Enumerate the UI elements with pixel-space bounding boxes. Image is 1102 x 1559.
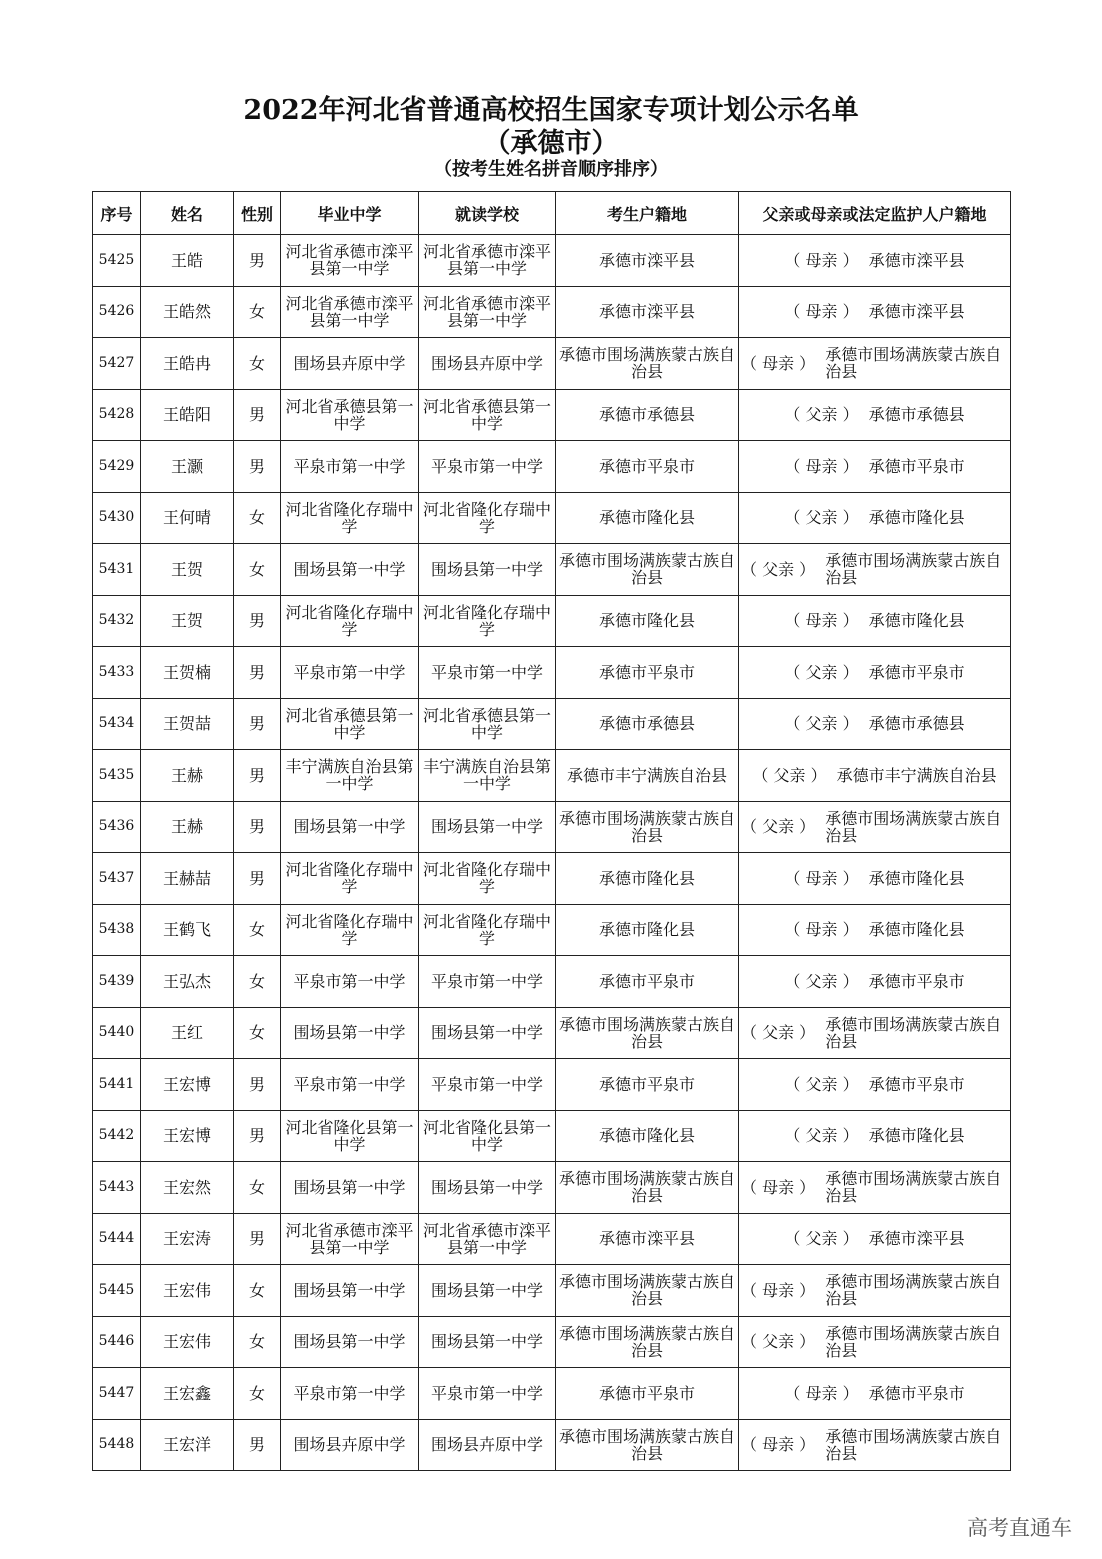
name-cell: 王鹤飞 — [141, 904, 234, 956]
parent-relation-label: （ 母亲 ） — [741, 1280, 816, 1300]
parent-hukou-cell — [739, 286, 1011, 338]
study-school-cell: 平泉市第一中学 — [419, 956, 556, 1008]
study-school-cell: 河北省承德市滦平县第一中学 — [419, 235, 556, 287]
name-cell: 王皓冉 — [141, 338, 234, 390]
parent-relation-label: （ 母亲 ） — [784, 302, 859, 322]
parent-relation-label: （ 母亲 ） — [784, 611, 859, 631]
seq-cell: 5442 — [93, 1110, 141, 1162]
col-header-name: 姓名 — [141, 192, 234, 235]
grad-school-cell: 河北省隆化存瑞中学 — [281, 492, 419, 544]
parent-hukou-cell — [739, 338, 1011, 390]
hukou-cell: 承德市平泉市 — [556, 956, 739, 1008]
gender-cell: 男 — [234, 698, 281, 750]
parent-address: 承德市丰宁满族自治县 — [836, 765, 997, 785]
parent-address: 承德市平泉市 — [868, 971, 965, 991]
gender-cell: 女 — [234, 286, 281, 338]
study-school-cell: 围场县第一中学 — [419, 801, 556, 853]
gender-cell: 女 — [234, 1368, 281, 1420]
study-school-cell: 平泉市第一中学 — [419, 1368, 556, 1420]
parent-hukou-cell — [739, 1162, 1011, 1214]
study-school-cell: 河北省隆化存瑞中学 — [419, 853, 556, 905]
table-row — [93, 338, 1011, 390]
parent-relation-label: （ 父亲 ） — [741, 559, 816, 579]
name-cell: 王赫 — [141, 750, 234, 802]
name-cell: 王宏博 — [141, 1059, 234, 1111]
parent-relation-label: （ 父亲 ） — [784, 1229, 859, 1249]
hukou-cell: 承德市滦平县 — [556, 1213, 739, 1265]
study-school-cell: 围场县卉原中学 — [419, 1419, 556, 1471]
parent-address: 承德市平泉市 — [868, 1383, 965, 1403]
parent-relation-label: （ 父亲 ） — [784, 405, 859, 425]
hukou-cell: 承德市丰宁满族自治县 — [556, 750, 739, 802]
parent-relation-label: （ 父亲 ） — [752, 765, 827, 785]
name-cell: 王弘杰 — [141, 956, 234, 1008]
seq-cell: 5440 — [93, 1007, 141, 1059]
col-header-hukou: 考生户籍地 — [556, 192, 739, 235]
study-school-cell: 丰宁满族自治县第一中学 — [419, 750, 556, 802]
name-cell: 王皓阳 — [141, 389, 234, 441]
hukou-cell: 承德市围场满族蒙古族自治县 — [556, 544, 739, 596]
seq-cell: 5436 — [93, 801, 141, 853]
gender-cell: 男 — [234, 1110, 281, 1162]
parent-hukou-cell — [739, 904, 1011, 956]
hukou-cell: 承德市隆化县 — [556, 904, 739, 956]
study-school-cell: 河北省承德县第一中学 — [419, 389, 556, 441]
grad-school-cell: 河北省承德市滦平县第一中学 — [281, 235, 419, 287]
table-row — [93, 1213, 1011, 1265]
seq-cell: 5445 — [93, 1265, 141, 1317]
gender-cell: 女 — [234, 1265, 281, 1317]
parent-hukou-cell — [739, 235, 1011, 287]
grad-school-cell: 围场县第一中学 — [281, 1265, 419, 1317]
parent-relation-label: （ 父亲 ） — [741, 1023, 816, 1043]
table-row — [93, 492, 1011, 544]
parent-relation-label: （ 父亲 ） — [741, 817, 816, 837]
name-cell: 王贺楠 — [141, 647, 234, 699]
table-row — [93, 1316, 1011, 1368]
study-school-cell: 河北省隆化存瑞中学 — [419, 492, 556, 544]
gender-cell: 女 — [234, 1162, 281, 1214]
parent-hukou-cell — [739, 801, 1011, 853]
seq-cell: 5426 — [93, 286, 141, 338]
parent-address: 承德市承德县 — [868, 405, 965, 425]
hukou-cell: 承德市滦平县 — [556, 286, 739, 338]
study-school-cell: 平泉市第一中学 — [419, 1059, 556, 1111]
parent-relation-label: （ 母亲 ） — [784, 920, 859, 940]
seq-cell: 5437 — [93, 853, 141, 905]
seq-cell: 5448 — [93, 1419, 141, 1471]
name-cell: 王何晴 — [141, 492, 234, 544]
hukou-cell: 承德市围场满族蒙古族自治县 — [556, 338, 739, 390]
name-cell: 王灏 — [141, 441, 234, 493]
study-school-cell: 围场县第一中学 — [419, 1007, 556, 1059]
parent-address: 承德市围场满族蒙古族自治县 — [825, 1169, 1002, 1206]
parent-relation-label: （ 父亲 ） — [741, 1332, 816, 1352]
study-school-cell: 围场县第一中学 — [419, 1162, 556, 1214]
name-cell: 王宏涛 — [141, 1213, 234, 1265]
parent-hukou-cell — [739, 1110, 1011, 1162]
parent-hukou-cell — [739, 956, 1011, 1008]
seq-cell: 5425 — [93, 235, 141, 287]
parent-address: 承德市平泉市 — [868, 662, 965, 682]
name-cell: 王贺 — [141, 595, 234, 647]
parent-relation-label: （ 父亲 ） — [784, 714, 859, 734]
seq-cell: 5433 — [93, 647, 141, 699]
hukou-cell: 承德市平泉市 — [556, 1368, 739, 1420]
parent-relation-label: （ 父亲 ） — [784, 508, 859, 528]
parent-relation-label: （ 父亲 ） — [784, 971, 859, 991]
parent-relation-label: （ 母亲 ） — [784, 1383, 859, 1403]
gender-cell: 女 — [234, 1007, 281, 1059]
table-header-row — [93, 192, 1011, 235]
gender-cell: 男 — [234, 853, 281, 905]
study-school-cell: 围场县第一中学 — [419, 544, 556, 596]
name-cell: 王贺喆 — [141, 698, 234, 750]
gender-cell: 男 — [234, 235, 281, 287]
grad-school-cell: 平泉市第一中学 — [281, 1059, 419, 1111]
hukou-cell: 承德市平泉市 — [556, 647, 739, 699]
hukou-cell: 承德市围场满族蒙古族自治县 — [556, 1419, 739, 1471]
parent-address: 承德市平泉市 — [868, 1074, 965, 1094]
gender-cell: 男 — [234, 1419, 281, 1471]
table-row — [93, 698, 1011, 750]
seq-cell: 5429 — [93, 441, 141, 493]
parent-relation-label: （ 母亲 ） — [784, 868, 859, 888]
gender-cell: 男 — [234, 1059, 281, 1111]
parent-relation-label: （ 父亲 ） — [784, 1074, 859, 1094]
parent-address: 承德市围场满族蒙古族自治县 — [825, 345, 1002, 382]
name-cell: 王贺 — [141, 544, 234, 596]
parent-hukou-cell — [739, 1316, 1011, 1368]
table-row — [93, 1007, 1011, 1059]
table-row — [93, 286, 1011, 338]
name-cell: 王皓然 — [141, 286, 234, 338]
table-row — [93, 647, 1011, 699]
name-cell: 王宏然 — [141, 1162, 234, 1214]
name-cell: 王宏博 — [141, 1110, 234, 1162]
seq-cell: 5428 — [93, 389, 141, 441]
hukou-cell: 承德市隆化县 — [556, 595, 739, 647]
hukou-cell: 承德市围场满族蒙古族自治县 — [556, 801, 739, 853]
col-header-gender: 性别 — [234, 192, 281, 235]
col-header-parent-hukou: 父亲或母亲或法定监护人户籍地 — [739, 192, 1011, 235]
parent-address: 承德市承德县 — [868, 714, 965, 734]
seq-cell: 5434 — [93, 698, 141, 750]
city-subtitle: （承德市） — [483, 128, 619, 159]
study-school-cell: 围场县第一中学 — [419, 1265, 556, 1317]
grad-school-cell: 平泉市第一中学 — [281, 441, 419, 493]
parent-relation-label: （ 父亲 ） — [784, 1126, 859, 1146]
parent-address: 承德市隆化县 — [868, 868, 965, 888]
hukou-cell: 承德市围场满族蒙古族自治县 — [556, 1007, 739, 1059]
grad-school-cell: 围场县第一中学 — [281, 1316, 419, 1368]
grad-school-cell: 围场县卉原中学 — [281, 1419, 419, 1471]
gender-cell: 男 — [234, 1213, 281, 1265]
seq-cell: 5444 — [93, 1213, 141, 1265]
study-school-cell: 河北省承德市滦平县第一中学 — [419, 1213, 556, 1265]
grad-school-cell: 围场县第一中学 — [281, 801, 419, 853]
parent-hukou-cell — [739, 1419, 1011, 1471]
table-row — [93, 235, 1011, 287]
hukou-cell: 承德市承德县 — [556, 698, 739, 750]
seq-cell: 5427 — [93, 338, 141, 390]
parent-address: 承德市围场满族蒙古族自治县 — [825, 1014, 1002, 1051]
gender-cell: 男 — [234, 389, 281, 441]
seq-cell: 5432 — [93, 595, 141, 647]
parent-hukou-cell — [739, 1007, 1011, 1059]
parent-address: 承德市平泉市 — [868, 456, 965, 476]
parent-address: 承德市围场满族蒙古族自治县 — [825, 808, 1002, 845]
hukou-cell: 承德市平泉市 — [556, 1059, 739, 1111]
grad-school-cell: 河北省承德县第一中学 — [281, 698, 419, 750]
parent-hukou-cell — [739, 595, 1011, 647]
grad-school-cell: 围场县第一中学 — [281, 1162, 419, 1214]
parent-relation-label: （ 母亲 ） — [741, 1177, 816, 1197]
study-school-cell: 河北省隆化存瑞中学 — [419, 904, 556, 956]
parent-hukou-cell — [739, 441, 1011, 493]
gender-cell: 女 — [234, 492, 281, 544]
grad-school-cell: 围场县第一中学 — [281, 1007, 419, 1059]
hukou-cell: 承德市围场满族蒙古族自治县 — [556, 1316, 739, 1368]
name-cell: 王皓 — [141, 235, 234, 287]
parent-address: 承德市滦平县 — [868, 1229, 965, 1249]
grad-school-cell: 围场县卉原中学 — [281, 338, 419, 390]
parent-relation-label: （ 父亲 ） — [784, 662, 859, 682]
study-school-cell: 平泉市第一中学 — [419, 647, 556, 699]
table-row — [93, 853, 1011, 905]
grad-school-cell: 河北省隆化存瑞中学 — [281, 595, 419, 647]
name-cell: 王宏伟 — [141, 1265, 234, 1317]
gender-cell: 男 — [234, 750, 281, 802]
document-title: 2022年河北省普通高校招生国家专项计划公示名单 — [243, 95, 859, 126]
grad-school-cell: 平泉市第一中学 — [281, 647, 419, 699]
parent-hukou-cell — [739, 647, 1011, 699]
parent-relation-label: （ 母亲 ） — [784, 250, 859, 270]
table-row — [93, 904, 1011, 956]
grad-school-cell: 河北省隆化存瑞中学 — [281, 904, 419, 956]
hukou-cell: 承德市承德县 — [556, 389, 739, 441]
parent-hukou-cell — [739, 853, 1011, 905]
gender-cell: 男 — [234, 801, 281, 853]
gender-cell: 女 — [234, 956, 281, 1008]
grad-school-cell: 平泉市第一中学 — [281, 1368, 419, 1420]
study-school-cell: 河北省隆化存瑞中学 — [419, 595, 556, 647]
hukou-cell: 承德市隆化县 — [556, 1110, 739, 1162]
gender-cell: 男 — [234, 441, 281, 493]
parent-relation-label: （ 母亲 ） — [784, 456, 859, 476]
grad-school-cell: 河北省承德市滦平县第一中学 — [281, 286, 419, 338]
table-row — [93, 544, 1011, 596]
name-cell: 王红 — [141, 1007, 234, 1059]
hukou-cell: 承德市隆化县 — [556, 492, 739, 544]
sort-note: （按考生姓名拼音顺序排序） — [434, 159, 668, 180]
table-row — [93, 1059, 1011, 1111]
table-row — [93, 389, 1011, 441]
parent-hukou-cell — [739, 1368, 1011, 1420]
watermark: 高考直通车 — [967, 1516, 1072, 1540]
grad-school-cell: 河北省隆化县第一中学 — [281, 1110, 419, 1162]
name-cell: 王宏伟 — [141, 1316, 234, 1368]
parent-address: 承德市滦平县 — [868, 250, 965, 270]
table-row — [93, 1368, 1011, 1420]
seq-cell: 5446 — [93, 1316, 141, 1368]
table-row — [93, 801, 1011, 853]
hukou-cell: 承德市隆化县 — [556, 853, 739, 905]
seq-cell: 5431 — [93, 544, 141, 596]
parent-address: 承德市隆化县 — [868, 508, 965, 528]
parent-hukou-cell — [739, 544, 1011, 596]
parent-address: 承德市滦平县 — [868, 302, 965, 322]
gender-cell: 女 — [234, 338, 281, 390]
table-row — [93, 1419, 1011, 1471]
grad-school-cell: 河北省承德市滦平县第一中学 — [281, 1213, 419, 1265]
study-school-cell: 河北省承德县第一中学 — [419, 698, 556, 750]
study-school-cell: 围场县第一中学 — [419, 1316, 556, 1368]
gender-cell: 女 — [234, 904, 281, 956]
seq-cell: 5435 — [93, 750, 141, 802]
col-header-seq: 序号 — [93, 192, 141, 235]
parent-hukou-cell — [739, 1059, 1011, 1111]
gender-cell: 男 — [234, 595, 281, 647]
table-row — [93, 956, 1011, 1008]
name-cell: 王赫喆 — [141, 853, 234, 905]
grad-school-cell: 平泉市第一中学 — [281, 956, 419, 1008]
seq-cell: 5441 — [93, 1059, 141, 1111]
parent-address: 承德市围场满族蒙古族自治县 — [825, 1323, 1002, 1360]
study-school-cell: 河北省隆化县第一中学 — [419, 1110, 556, 1162]
study-school-cell: 平泉市第一中学 — [419, 441, 556, 493]
parent-hukou-cell — [739, 389, 1011, 441]
study-school-cell: 河北省承德市滦平县第一中学 — [419, 286, 556, 338]
name-cell: 王宏洋 — [141, 1419, 234, 1471]
table-row — [93, 441, 1011, 493]
grad-school-cell: 河北省承德县第一中学 — [281, 389, 419, 441]
grad-school-cell: 丰宁满族自治县第一中学 — [281, 750, 419, 802]
hukou-cell: 承德市滦平县 — [556, 235, 739, 287]
hukou-cell: 承德市平泉市 — [556, 441, 739, 493]
parent-hukou-cell — [739, 1213, 1011, 1265]
table-row — [93, 1110, 1011, 1162]
parent-address: 承德市隆化县 — [868, 920, 965, 940]
student-list-table — [92, 191, 1011, 1471]
seq-cell: 5439 — [93, 956, 141, 1008]
parent-address: 承德市围场满族蒙古族自治县 — [825, 1272, 1002, 1309]
parent-relation-label: （ 母亲 ） — [741, 353, 816, 373]
parent-hukou-cell — [739, 1265, 1011, 1317]
hukou-cell: 承德市围场满族蒙古族自治县 — [556, 1162, 739, 1214]
name-cell: 王赫 — [141, 801, 234, 853]
name-cell: 王宏鑫 — [141, 1368, 234, 1420]
gender-cell: 女 — [234, 544, 281, 596]
seq-cell: 5447 — [93, 1368, 141, 1420]
table-row — [93, 595, 1011, 647]
grad-school-cell: 河北省隆化存瑞中学 — [281, 853, 419, 905]
gender-cell: 女 — [234, 1316, 281, 1368]
seq-cell: 5438 — [93, 904, 141, 956]
gender-cell: 男 — [234, 647, 281, 699]
parent-address: 承德市围场满族蒙古族自治县 — [825, 551, 1002, 588]
col-header-study-school: 就读学校 — [419, 192, 556, 235]
table-row — [93, 1265, 1011, 1317]
parent-address: 承德市隆化县 — [868, 1126, 965, 1146]
parent-hukou-cell — [739, 492, 1011, 544]
parent-address: 承德市隆化县 — [868, 611, 965, 631]
parent-relation-label: （ 母亲 ） — [741, 1435, 816, 1455]
grad-school-cell: 围场县第一中学 — [281, 544, 419, 596]
study-school-cell: 围场县卉原中学 — [419, 338, 556, 390]
parent-hukou-cell — [739, 750, 1011, 802]
parent-hukou-cell — [739, 698, 1011, 750]
seq-cell: 5430 — [93, 492, 141, 544]
hukou-cell: 承德市围场满族蒙古族自治县 — [556, 1265, 739, 1317]
table-row — [93, 750, 1011, 802]
seq-cell: 5443 — [93, 1162, 141, 1214]
col-header-grad-school: 毕业中学 — [281, 192, 419, 235]
parent-address: 承德市围场满族蒙古族自治县 — [825, 1426, 1002, 1463]
table-row — [93, 1162, 1011, 1214]
